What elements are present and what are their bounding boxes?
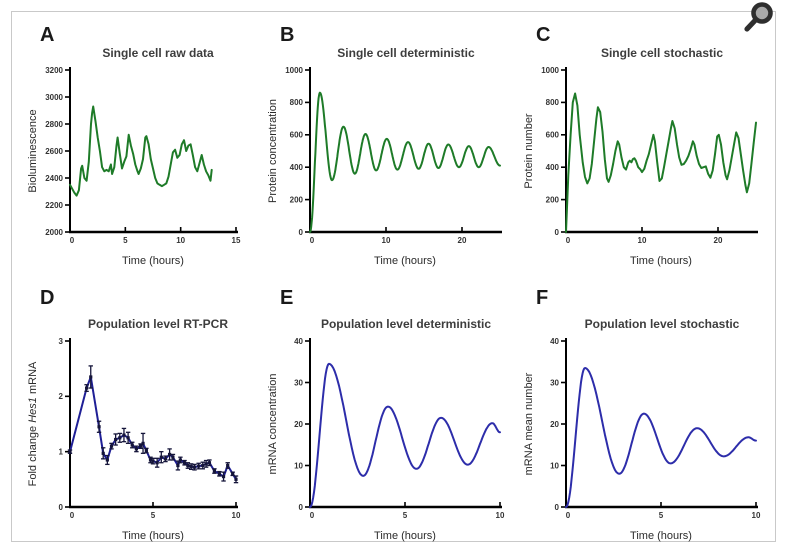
svg-text:0: 0 xyxy=(58,502,63,512)
svg-text:0: 0 xyxy=(298,227,303,237)
svg-text:mRNA concentration: mRNA concentration xyxy=(267,373,279,475)
svg-text:0: 0 xyxy=(554,502,559,512)
svg-text:800: 800 xyxy=(289,98,303,108)
svg-text:0: 0 xyxy=(69,511,75,520)
svg-text:2: 2 xyxy=(58,392,63,402)
svg-text:Time (hours): Time (hours) xyxy=(630,255,692,267)
svg-text:mRNA mean number: mRNA mean number xyxy=(523,372,535,476)
svg-text:200: 200 xyxy=(545,195,559,205)
svg-text:20: 20 xyxy=(457,236,467,245)
svg-text:2800: 2800 xyxy=(45,119,63,129)
svg-text:Time (hours): Time (hours) xyxy=(122,255,184,267)
svg-text:0: 0 xyxy=(69,236,75,245)
svg-text:2200: 2200 xyxy=(45,200,63,210)
panel-letter-a: A xyxy=(40,24,55,46)
svg-text:10: 10 xyxy=(637,236,647,245)
panel-grid xyxy=(20,14,771,542)
panel-a-title: Single cell raw data xyxy=(102,46,214,60)
svg-text:Protein concentration: Protein concentration xyxy=(267,99,279,203)
chart-population-deterministic xyxy=(264,333,512,543)
svg-text:5: 5 xyxy=(658,511,664,520)
magnifier-icon[interactable] xyxy=(741,0,777,36)
panel-c-title: Single cell stochastic xyxy=(600,46,724,60)
svg-text:40: 40 xyxy=(550,336,559,346)
svg-text:Fold change Hes1 mRNA: Fold change Hes1 mRNA xyxy=(27,361,39,487)
svg-text:10: 10 xyxy=(751,511,761,520)
panel-e xyxy=(260,277,516,540)
panel-e-title: Population level deterministic xyxy=(320,317,492,331)
svg-text:Time (hours): Time (hours) xyxy=(630,530,692,542)
svg-text:Protein number: Protein number xyxy=(523,113,535,189)
svg-text:10: 10 xyxy=(231,511,241,520)
svg-text:Bioluminescence: Bioluminescence xyxy=(27,109,39,193)
svg-text:20: 20 xyxy=(294,419,303,429)
svg-text:3000: 3000 xyxy=(45,92,63,102)
svg-text:0: 0 xyxy=(309,511,315,520)
svg-text:2400: 2400 xyxy=(45,173,63,183)
chart-single-cell-deterministic xyxy=(264,62,512,268)
svg-text:30: 30 xyxy=(550,378,559,388)
svg-text:0: 0 xyxy=(565,236,571,245)
svg-text:Time (hours): Time (hours) xyxy=(374,530,436,542)
chart-single-cell-raw xyxy=(24,62,248,268)
svg-text:200: 200 xyxy=(289,195,303,205)
svg-text:0: 0 xyxy=(554,227,559,237)
chart-population-stochastic xyxy=(520,333,768,543)
svg-text:600: 600 xyxy=(289,130,303,140)
panel-f xyxy=(516,277,772,540)
svg-text:0: 0 xyxy=(565,511,571,520)
panel-letter-e: E xyxy=(280,287,294,309)
svg-text:20: 20 xyxy=(550,419,559,429)
panel-b-title: Single cell deterministic xyxy=(337,46,475,60)
svg-text:400: 400 xyxy=(289,163,303,172)
panel-letter-b: B xyxy=(280,24,295,46)
svg-text:800: 800 xyxy=(545,98,559,108)
panel-f-title: Population level stochastic xyxy=(584,317,740,331)
svg-text:Time (hours): Time (hours) xyxy=(122,530,184,542)
svg-text:20: 20 xyxy=(713,236,723,245)
chart-population-rtpcr xyxy=(24,333,248,543)
svg-text:30: 30 xyxy=(294,378,303,388)
panel-b xyxy=(260,14,516,277)
svg-text:10: 10 xyxy=(294,461,303,471)
svg-text:5: 5 xyxy=(402,511,408,520)
svg-text:3200: 3200 xyxy=(45,65,63,75)
panel-letter-f: F xyxy=(536,287,549,309)
svg-text:600: 600 xyxy=(545,130,559,140)
panel-c xyxy=(516,14,772,277)
svg-text:0: 0 xyxy=(309,236,315,245)
chart-single-cell-stochastic xyxy=(520,62,768,268)
svg-text:5: 5 xyxy=(150,511,156,520)
svg-text:15: 15 xyxy=(231,236,241,245)
panel-letter-c: C xyxy=(536,24,551,46)
svg-text:3: 3 xyxy=(58,336,63,346)
svg-text:10: 10 xyxy=(495,511,505,520)
panel-letter-d: D xyxy=(40,287,55,309)
svg-text:10: 10 xyxy=(176,236,186,245)
svg-text:40: 40 xyxy=(294,336,303,346)
svg-text:1: 1 xyxy=(58,447,63,457)
svg-text:1000: 1000 xyxy=(541,65,559,75)
svg-text:10: 10 xyxy=(381,236,391,245)
svg-text:Time (hours): Time (hours) xyxy=(374,255,436,267)
svg-text:2600: 2600 xyxy=(45,146,63,156)
panel-d-title: Population level RT-PCR xyxy=(87,317,228,331)
svg-text:10: 10 xyxy=(550,461,559,471)
svg-text:2000: 2000 xyxy=(45,227,63,237)
figure-panel xyxy=(11,11,776,542)
svg-text:400: 400 xyxy=(545,163,559,172)
panel-d xyxy=(20,277,260,540)
svg-text:0: 0 xyxy=(298,502,303,512)
svg-text:5: 5 xyxy=(123,236,128,245)
svg-text:1000: 1000 xyxy=(285,65,303,75)
panel-a xyxy=(20,14,260,277)
